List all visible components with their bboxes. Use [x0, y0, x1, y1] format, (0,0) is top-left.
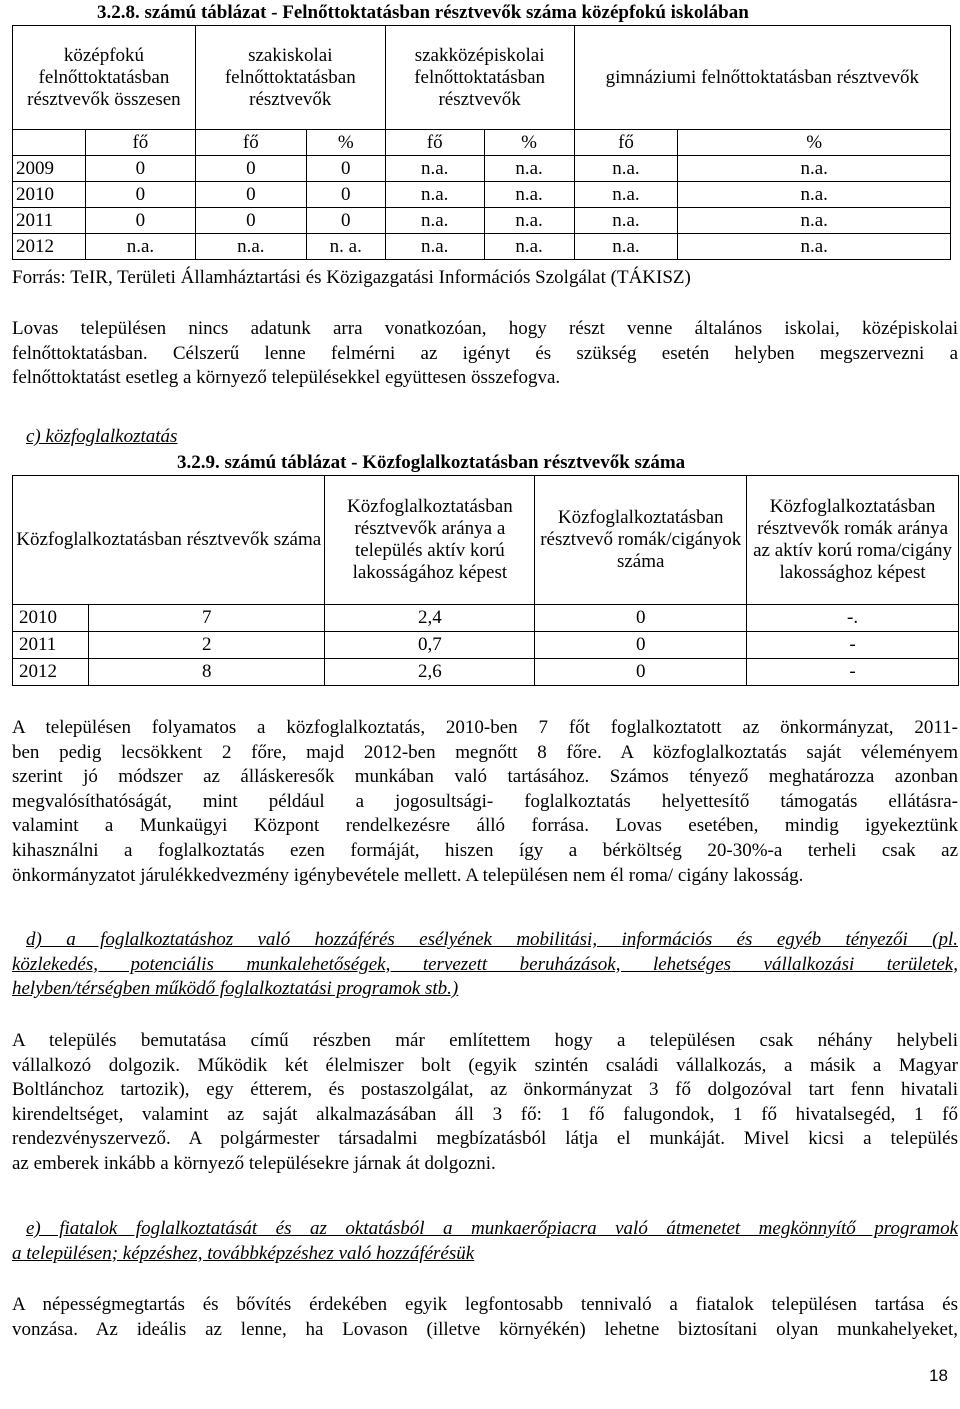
table-row — [13, 208, 951, 234]
table1-header-vocational: szakiskolai felnőttoktatásban résztvevők — [195, 26, 385, 130]
row-year: 2010 — [13, 605, 89, 632]
table-cell: 0 — [195, 208, 306, 234]
paragraph-line: kihasználni a foglalkoztatás ezen formáját, hiszen így a bérköltség 20-30%-a terheli csak az — [12, 839, 958, 861]
paragraph-adult-education — [12, 317, 958, 391]
paragraph-line: kirendeltséget, valamint az saját alkalmazásában áll 3 fő: 1 fő falugondok, 1 fő hivatalsegéd, 1 fő — [12, 1103, 958, 1125]
paragraph-line: A település bemutatása című részben már említettem hogy a településen csak néhány helybeli — [12, 1030, 958, 1051]
table-cell: 0 — [195, 182, 306, 208]
table-row — [13, 605, 959, 632]
table-cell: n.a. — [385, 234, 484, 260]
table-cell: n.a. — [385, 182, 484, 208]
row-year: 2011 — [13, 208, 86, 234]
heading-line: a településen; képzéshez, továbbképzéshez való hozzáférésük — [12, 1242, 475, 1264]
unit-cell: % — [484, 130, 574, 156]
table-cell: 0 — [306, 208, 385, 234]
section-heading-d — [12, 928, 958, 1002]
table-cell: 0 — [535, 659, 747, 686]
table-cell: - — [747, 632, 959, 659]
row-year: 2012 — [13, 234, 86, 260]
table-cell: n.a. — [574, 182, 678, 208]
table-row — [13, 156, 951, 182]
table1-header-total: középfokú felnőttoktatásban résztvevők összesen — [13, 26, 196, 130]
heading-line: közlekedés, potenciális munkalehetőségek, tervezett beruházások, lehetséges vállalkozási területek, — [12, 953, 958, 975]
paragraph-line: vállalkozó dolgozik. Működik két élelmiszer bolt (egyik szintén családi vállalkozás, a másik a Magyar — [12, 1054, 958, 1076]
table-cell: n.a. — [574, 208, 678, 234]
table-cell: n.a. — [678, 156, 951, 182]
table1-header-row — [13, 26, 951, 130]
paragraph-line: önkormányzatot járulékkedvezmény igénybevétele mellett. A településen nem él roma/ cigány lakosság. — [12, 864, 804, 886]
table-cell: 0 — [535, 605, 747, 632]
paragraph-line: Boltlánchoz tartozik), egy étterem, és postaszolgálat, az önkormányzat 3 fő dolgozóval tart fenn hivatali — [12, 1079, 958, 1101]
unit-cell: fő — [385, 130, 484, 156]
table2-header-roma-count: Közfoglalkoztatásban résztvevő romák/cigányok száma — [535, 476, 747, 605]
table-row — [13, 632, 959, 659]
unit-cell: % — [306, 130, 385, 156]
paragraph-line: A településen folyamatos a közfoglalkoztatás, 2010-ben 7 főt foglalkoztatott az önkormányzat, 2011- — [12, 717, 958, 738]
table-cell: n.a. — [484, 234, 574, 260]
table-cell: 7 — [88, 605, 325, 632]
section-heading-e — [12, 1217, 958, 1266]
table-cell: n.a. — [385, 208, 484, 234]
table-row — [13, 234, 951, 260]
table2-header-row — [13, 476, 959, 605]
table-cell: n.a. — [484, 182, 574, 208]
paragraph-public-work — [12, 716, 958, 888]
paragraph-line: szerint jó módszer az álláskeresők munkában való tartásához. Számos tényező meghatározza azonban — [12, 766, 958, 788]
page-number: 18 — [929, 1366, 948, 1385]
table-cell: n.a. — [678, 234, 951, 260]
unit-cell: fő — [85, 130, 195, 156]
unit-cell: fő — [195, 130, 306, 156]
row-year: 2012 — [13, 659, 89, 686]
table-cell: 0 — [85, 182, 195, 208]
paragraph-line: rendezvényszervező. A polgármester társadalmi megbízatásból látja el munkáját. Mivel kicsi a település — [12, 1128, 958, 1150]
table-cell: n.a. — [678, 182, 951, 208]
unit-cell: fő — [574, 130, 678, 156]
paragraph-youth — [12, 1293, 958, 1342]
table-cell: 0,7 — [325, 632, 535, 659]
table-cell: n. a. — [306, 234, 385, 260]
table-cell: 0 — [85, 156, 195, 182]
table-cell: n.a. — [195, 234, 306, 260]
table2-header-ratio: Közfoglalkoztatásban résztvevők aránya a település aktív korú lakosságához képest — [325, 476, 535, 605]
paragraph-line: ben pedig lecsökkent 2 főre, majd 2012-ben megnőtt 8 főre. A közfoglalkoztatás saját véleményem — [12, 741, 958, 763]
table1-title: 3.2.8. számú táblázat - Felnőttoktatásban résztvevők száma középfokú iskolában — [97, 2, 749, 23]
public-work-table — [12, 475, 959, 686]
table-cell: 2,4 — [325, 605, 535, 632]
paragraph-line: felnőttoktatásban. Célszerű lenne felmérni az igényt és szükség esetén helyben megszervezni a — [12, 342, 958, 364]
table-cell: n.a. — [574, 234, 678, 260]
paragraph-line: valamint a Munkaügyi Központ rendelkezésre álló forrása. Lovas esetében, mindig igyekeztünk — [12, 815, 958, 837]
table-cell: n.a. — [484, 208, 574, 234]
paragraph-line: Lovas településen nincs adatunk arra vonatkozóan, hogy részt venne általános iskolai, középiskolai — [12, 318, 958, 339]
heading-line: d) a foglalkoztatáshoz való hozzáférés esélyének mobilitási, információs és egyéb tényezői (pl. — [26, 929, 958, 950]
table-cell: -. — [747, 605, 959, 632]
table2-header-roma-ratio: Közfoglalkoztatásban résztvevők romák aránya az aktív korú roma/cigány lakossághoz képest — [747, 476, 959, 605]
table-cell: 0 — [85, 208, 195, 234]
table-cell: n.a. — [574, 156, 678, 182]
table-cell: 0 — [195, 156, 306, 182]
table1-units-row — [13, 130, 951, 156]
table-cell: 2 — [88, 632, 325, 659]
paragraph-local-businesses — [12, 1029, 958, 1177]
table-cell: n.a. — [385, 156, 484, 182]
heading-line: helyben/térségben működő foglalkoztatási programok stb.) — [12, 978, 459, 1000]
paragraph-line: felnőttoktatást esetleg a környező településekkel együttesen összefogva. — [12, 367, 561, 389]
row-year: 2011 — [13, 632, 89, 659]
table-cell: n.a. — [85, 234, 195, 260]
adult-education-table — [12, 25, 951, 260]
table-cell: 0 — [306, 182, 385, 208]
section-heading-c: c) közfoglalkoztatás — [26, 426, 178, 447]
table1-header-grammar: gimnáziumi felnőttoktatásban résztvevők — [574, 26, 950, 130]
paragraph-line: megvalósíthatóságát, mint például a jogosultsági- foglalkoztatás helyettesítő támogatás ellátásra- — [12, 790, 958, 812]
table1-source: Forrás: TeIR, Területi Államháztartási és Közigazgatási Információs Szolgálat (TÁKISZ) — [12, 267, 691, 288]
table-cell: 0 — [306, 156, 385, 182]
table2-header-count: Közfoglalkoztatásban résztvevők száma — [13, 476, 325, 605]
paragraph-line: A népességmegtartás és bővítés érdekében egyik legfontosabb tennivaló a fiatalok településen tartása és — [12, 1294, 958, 1315]
row-year: 2010 — [13, 182, 86, 208]
row-year: 2009 — [13, 156, 86, 182]
table-row — [13, 182, 951, 208]
table-cell: n.a. — [484, 156, 574, 182]
unit-cell: % — [678, 130, 951, 156]
table1-header-secondary-vocational: szakközépiskolai felnőttoktatásban résztvevők — [385, 26, 574, 130]
table-cell: 8 — [88, 659, 325, 686]
table-cell: - — [747, 659, 959, 686]
table2-title: 3.2.9. számú táblázat - Közfoglalkoztatásban résztvevők száma — [177, 452, 686, 473]
heading-line: e) fiatalok foglalkoztatását és az oktatásból a munkaerőpiacra való átmenetet megkönnyítő programok — [26, 1218, 958, 1239]
paragraph-line: vonzása. Az ideális az lenne, ha Lovason (illetve környékén) lehetne biztosítani olyan munkahelyeket, — [12, 1318, 958, 1340]
table-row — [13, 659, 959, 686]
table-cell: 0 — [535, 632, 747, 659]
table-cell: 2,6 — [325, 659, 535, 686]
paragraph-line: az emberek inkább a környező településekre járnak át dolgozni. — [12, 1152, 496, 1174]
table-cell: n.a. — [678, 208, 951, 234]
